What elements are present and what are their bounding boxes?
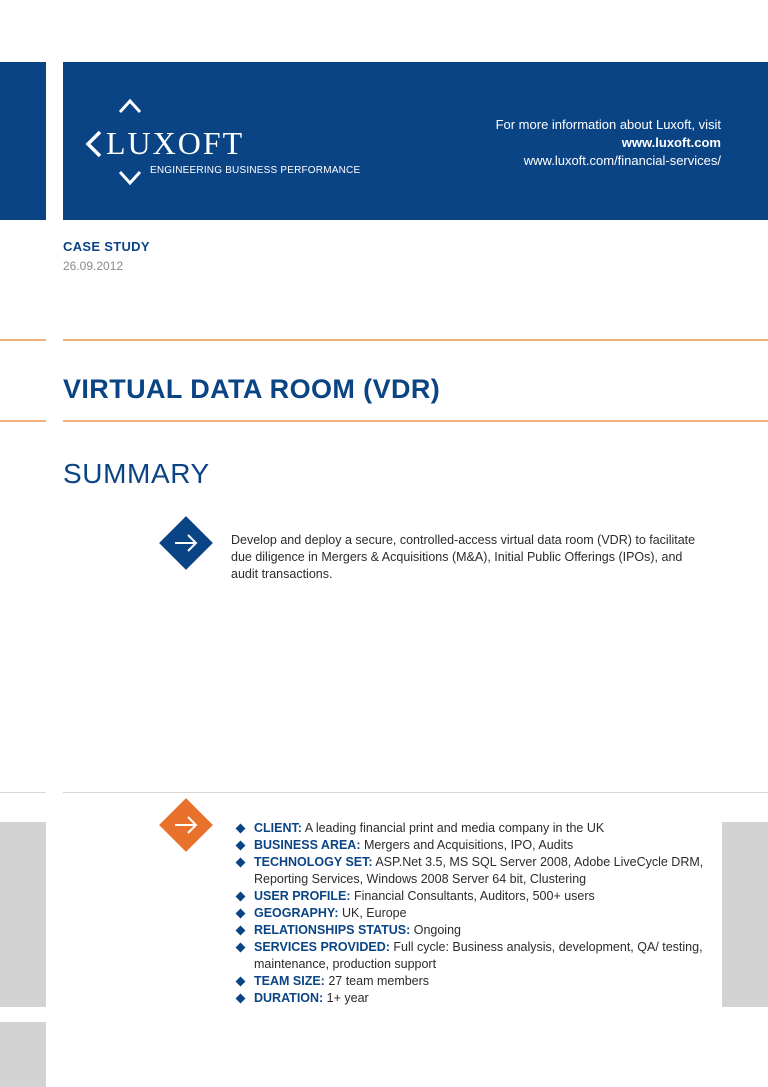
arrow-right-icon	[158, 515, 214, 571]
detail-value: UK, Europe	[338, 906, 407, 920]
chevron-down-icon	[118, 170, 142, 186]
diamond-bullet-icon	[236, 841, 246, 851]
detail-value: Mergers and Acquisitions, IPO, Audits	[360, 838, 574, 852]
diamond-bullet-icon	[236, 926, 246, 936]
detail-key: USER PROFILE:	[254, 889, 351, 903]
diamond-bullet-icon	[236, 943, 246, 953]
side-block-left	[0, 822, 46, 1007]
detail-value: ASP.Net 3.5, MS SQL Server 2008, Adobe LiveCycle DRM, Reporting Services, Windows 2008 Server 64 bit, Clustering	[254, 855, 704, 886]
list-item	[234, 939, 704, 973]
website-link[interactable]: www.luxoft.com	[621, 135, 721, 150]
detail-key: SERVICES PROVIDED:	[254, 940, 390, 954]
arrow-right-icon	[158, 797, 214, 853]
diamond-bullet-icon	[236, 892, 246, 902]
diamond-bullet-icon	[236, 977, 246, 987]
summary-text: Develop and deploy a secure, controlled-access virtual data room (VDR) to facilitate due diligence in Mergers & Acquisitions (M&A), Initial Public Offerings (IPOs), and audit transactions.	[231, 533, 696, 581]
divider	[0, 339, 46, 341]
side-block-left-bottom	[0, 1022, 46, 1087]
chevron-up-icon	[118, 98, 142, 114]
contact-info	[361, 116, 721, 170]
detail-value: Financial Consultants, Auditors, 500+ users	[350, 889, 595, 903]
divider	[63, 420, 768, 422]
diamond-bullet-icon	[236, 994, 246, 1004]
divider	[63, 792, 768, 793]
list-item	[234, 905, 704, 922]
divider	[0, 792, 46, 793]
list-item	[234, 837, 704, 854]
list-item	[234, 990, 704, 1007]
detail-value: 27 team members	[324, 974, 430, 988]
diamond-bullet-icon	[236, 909, 246, 919]
financial-services-link[interactable]: www.luxoft.com/financial-services/	[523, 153, 721, 168]
list-item	[234, 888, 704, 905]
side-block-right	[722, 822, 768, 1007]
list-item	[234, 922, 704, 939]
divider	[0, 420, 46, 422]
logo-tagline: ENGINEERING BUSINESS PERFORMANCE	[150, 165, 361, 176]
detail-key: CLIENT:	[254, 821, 302, 835]
detail-key: GEOGRAPHY:	[254, 906, 339, 920]
document-date: 26.09.2012	[63, 259, 124, 273]
header-band-left	[0, 62, 46, 220]
detail-value: Full cycle: Business analysis, development, QA/ testing, maintenance, production support	[254, 940, 703, 971]
detail-key: TEAM SIZE:	[254, 974, 325, 988]
info-line: For more information about Luxoft, visit	[495, 117, 721, 132]
summary-heading: SUMMARY	[63, 458, 210, 489]
diamond-bullet-icon	[236, 858, 246, 868]
detail-value: Ongoing	[410, 923, 461, 937]
diamond-bullet-icon	[236, 824, 246, 834]
chevron-left-icon	[84, 130, 104, 158]
detail-key: BUSINESS AREA:	[254, 838, 361, 852]
document-type-label: CASE STUDY	[63, 239, 150, 254]
divider	[63, 339, 768, 341]
project-details-list	[234, 820, 704, 1007]
list-item	[234, 820, 704, 837]
detail-key: TECHNOLOGY SET:	[254, 855, 373, 869]
detail-value: 1+ year	[323, 991, 369, 1005]
page-title: VIRTUAL DATA ROOM (VDR)	[63, 374, 441, 404]
list-item	[234, 973, 704, 990]
list-item	[234, 854, 704, 888]
detail-value: A leading financial print and media company in the UK	[301, 821, 605, 835]
detail-key: RELATIONSHIPS STATUS:	[254, 923, 411, 937]
logo-text: LUXOFT	[106, 125, 245, 161]
detail-key: DURATION:	[254, 991, 324, 1005]
